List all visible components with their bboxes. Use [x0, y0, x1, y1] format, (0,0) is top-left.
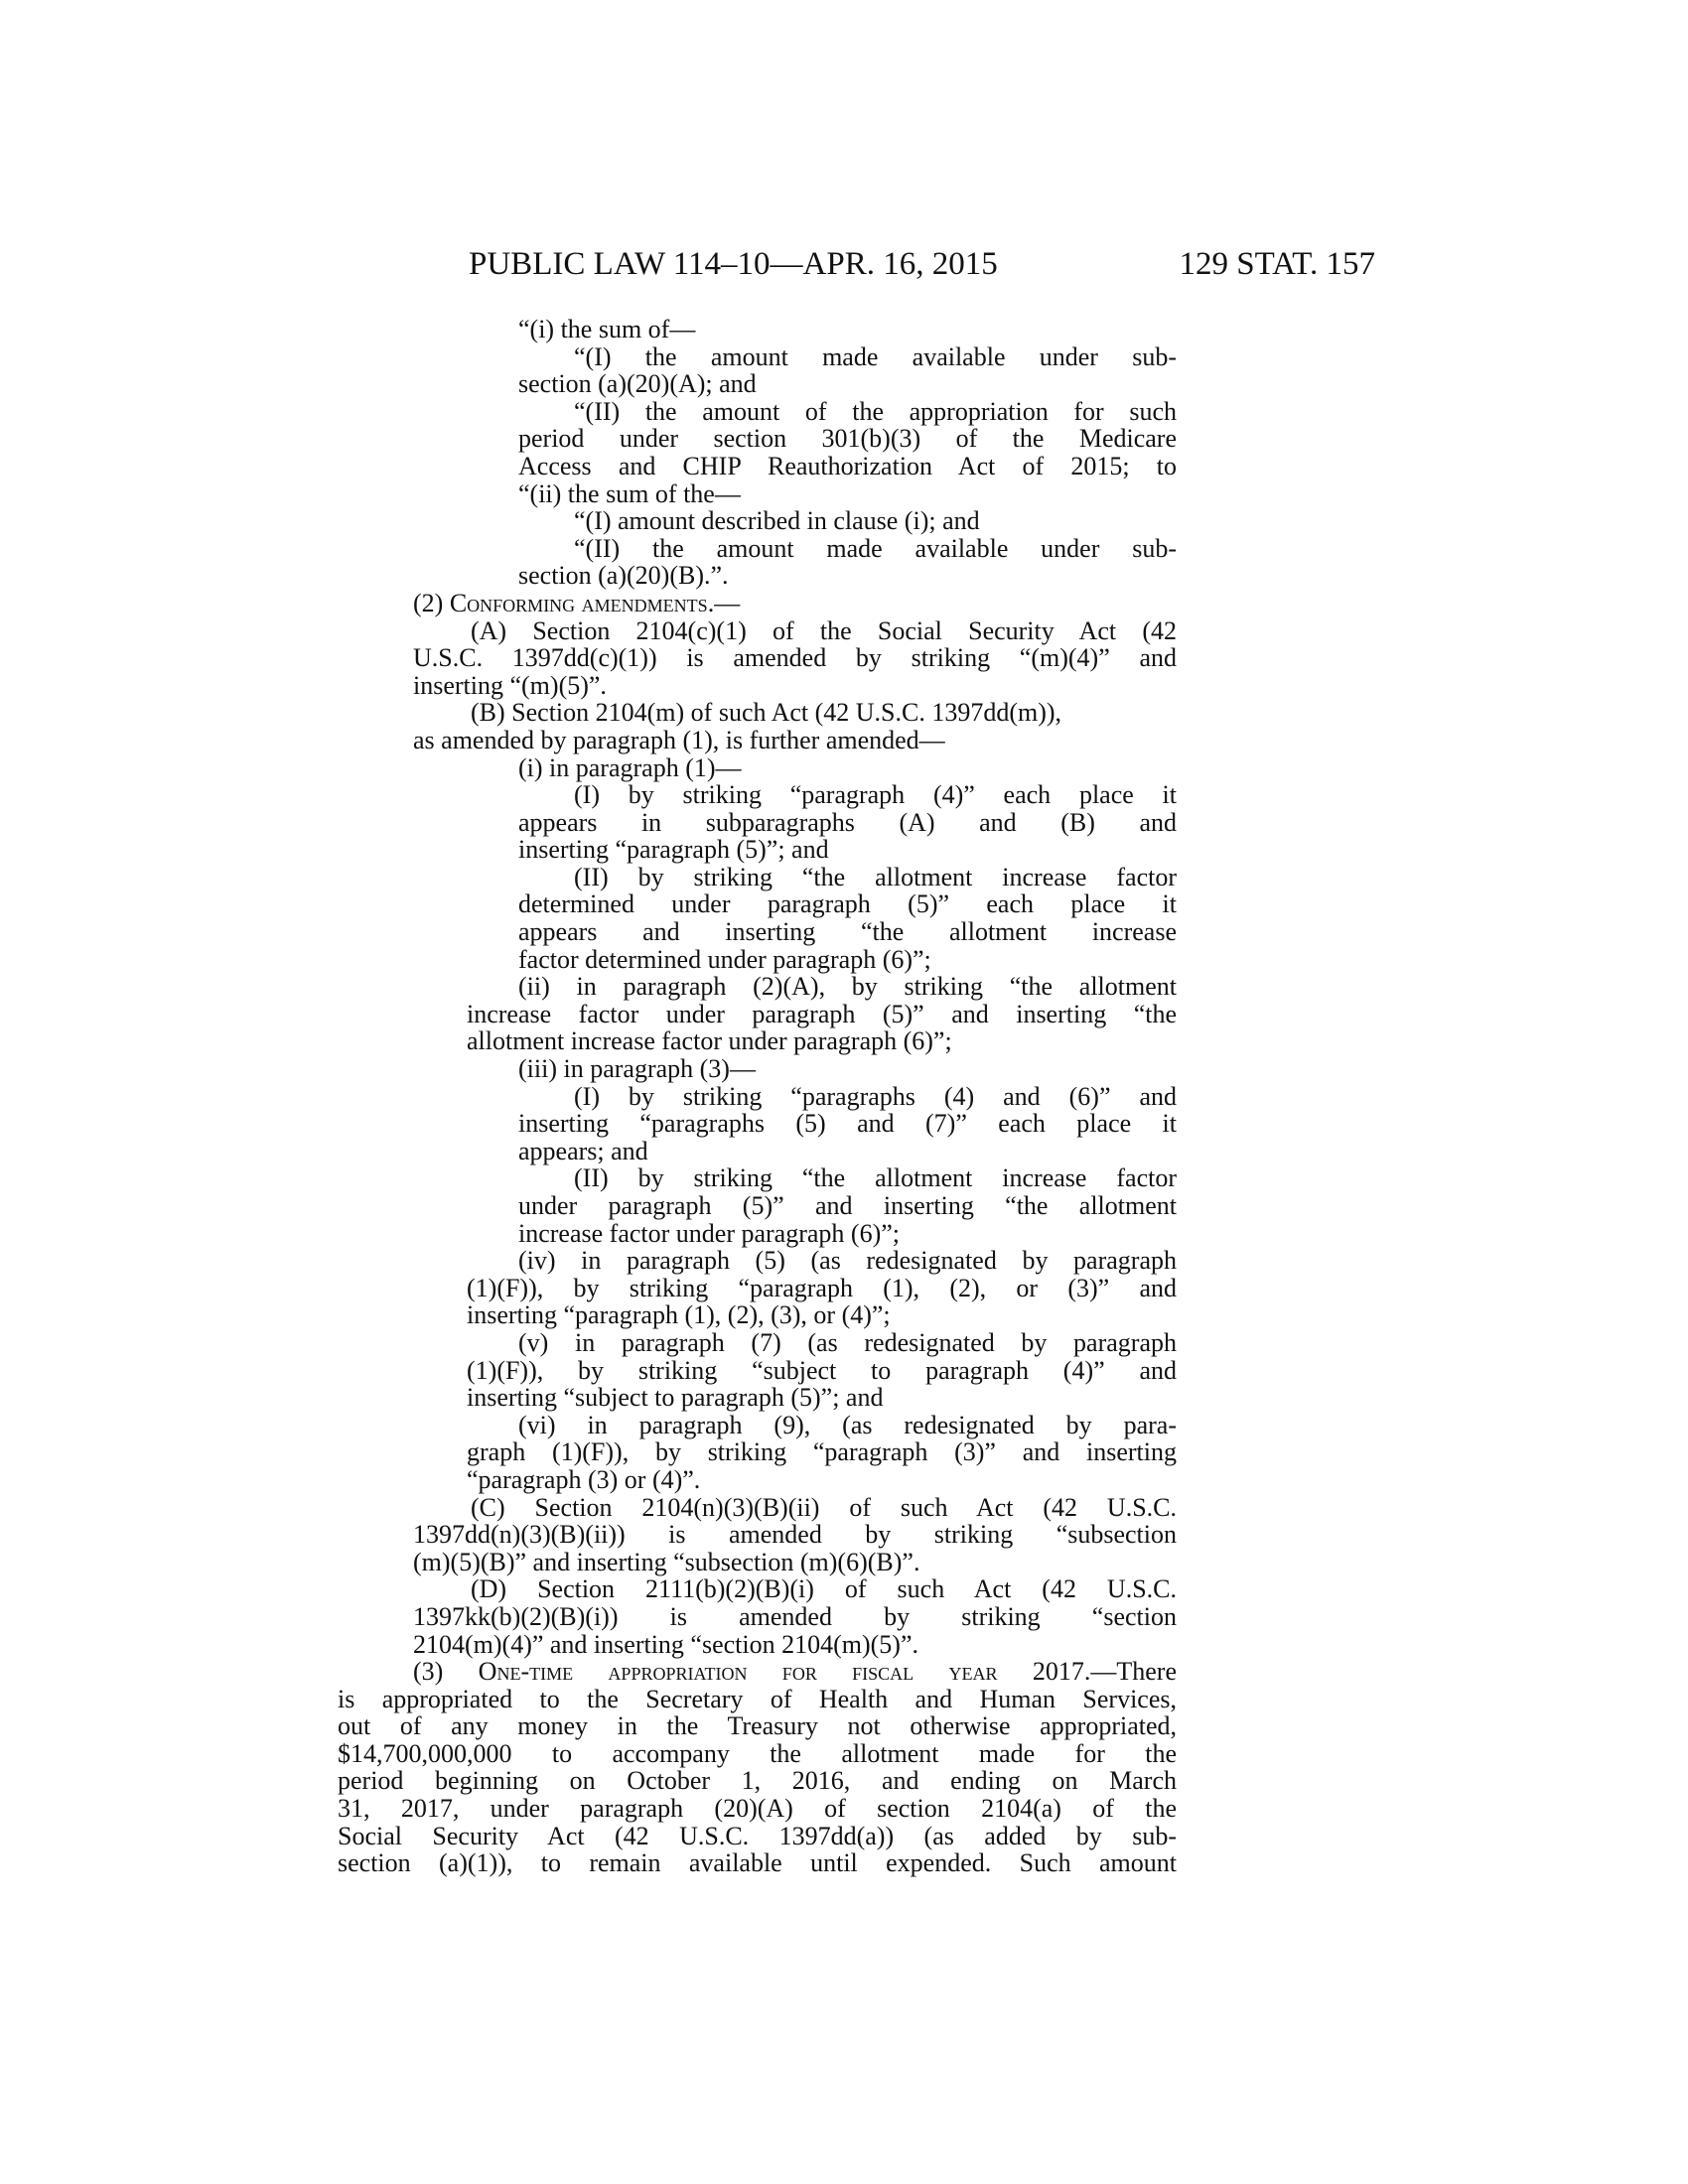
text-line: section (a)(20)(B).”. — [518, 561, 729, 591]
text-line: inserting “subject to paragraph (5)”; and — [467, 1383, 884, 1413]
text-line: “paragraph (3) or (4)”. — [467, 1464, 701, 1494]
text-line: allotment increase factor under paragraph (6)”; — [467, 1026, 952, 1056]
text-line: graph (1)(F)), by striking “paragraph (3)” and inserting — [467, 1437, 1177, 1467]
text-line: (II) by striking “the allotment increase factor — [574, 1163, 1177, 1193]
text-line: increase factor under paragraph (6)”; — [518, 1218, 900, 1248]
page-header — [469, 246, 1375, 290]
text-line: (I) by striking “paragraph (4)” each place it — [574, 780, 1177, 810]
text-line: “(II) the amount of the appropriation for such — [574, 396, 1177, 426]
text-line: (B) Section 2104(m) of such Act (42 U.S.C. 1397dd(m)), — [471, 698, 1062, 728]
text-line: inserting “paragraph (1), (2), (3), or (4)”; — [467, 1300, 891, 1330]
text-line: appears; and — [518, 1136, 648, 1165]
text-line: 31, 2017, under paragraph (20)(A) of section 2104(a) of the — [338, 1794, 1177, 1824]
statute-page-reference: 129 STAT. 157 — [1179, 246, 1375, 282]
text-line: increase factor under paragraph (5)” and inserting “the — [467, 999, 1177, 1028]
text-line: (I) by striking “paragraphs (4) and (6)” and — [574, 1081, 1177, 1111]
text-line: inserting “(m)(5)”. — [413, 670, 607, 700]
section-heading: Conforming amendments — [449, 588, 708, 617]
text-line: (iii) in paragraph (3)— — [518, 1054, 756, 1084]
text-line: Social Security Act (42 U.S.C. 1397dd(a)) (as added by sub- — [338, 1821, 1177, 1850]
text-line: (1)(F)), by striking “paragraph (1), (2), or (3)” and — [467, 1273, 1177, 1302]
text-line: section (a)(20)(A); and — [518, 369, 757, 399]
text-line: “(I) amount described in clause (i); and — [574, 506, 980, 536]
text-line: (D) Section 2111(b)(2)(B)(i) of such Act (42 U.S.C. — [471, 1574, 1177, 1604]
text-segment: (3) — [413, 1657, 479, 1687]
text-line — [413, 1658, 1177, 1686]
text-line: (ii) in paragraph (2)(A), by striking “the allotment — [518, 972, 1177, 1002]
text-line: under paragraph (5)” and inserting “the allotment — [518, 1191, 1177, 1220]
text-line: (II) by striking “the allotment increase factor — [574, 862, 1177, 891]
text-line: (vi) in paragraph (9), (as redesignated by para- — [518, 1410, 1177, 1439]
text-line: (iv) in paragraph (5) (as redesignated by paragraph — [518, 1246, 1177, 1276]
text-line: (A) Section 2104(c)(1) of the Social Security Act (42 — [471, 615, 1177, 645]
text-segment: .—There — [1083, 1657, 1177, 1687]
text-line: (C) Section 2104(n)(3)(B)(ii) of such Act (42 U.S.C. — [471, 1492, 1177, 1522]
text-line: inserting “paragraphs (5) and (7)” each place it — [518, 1109, 1177, 1139]
text-line: (i) in paragraph (1)— — [518, 752, 742, 782]
text-line: (v) in paragraph (7) (as redesignated by paragraph — [518, 1327, 1177, 1357]
text-line: (1)(F)), by striking “subject to paragraph (4)” and — [467, 1355, 1177, 1385]
text-line: appears in subparagraphs (A) and (B) and — [518, 807, 1177, 837]
text-line: “(ii) the sum of the— — [518, 478, 741, 508]
text-line: is appropriated to the Secretary of Health and Human Services, — [338, 1684, 1177, 1713]
text-line: (m)(5)(B)” and inserting “subsection (m)(6)(B)”. — [413, 1547, 920, 1576]
text-line: 1397dd(n)(3)(B)(ii)) is amended by striking “subsection — [413, 1520, 1177, 1550]
statute-text-body — [338, 316, 1177, 1877]
text-line: section (a)(1)), to remain available until expended. Such amount — [338, 1848, 1177, 1878]
text-line: as amended by paragraph (1), is further amended— — [413, 725, 945, 754]
text-segment: (2) — [413, 588, 450, 617]
text-line: inserting “paragraph (5)”; and — [518, 835, 829, 865]
text-line: out of any money in the Treasury not otherwise appropriated, — [338, 1711, 1177, 1741]
text-line: Access and CHIP Reauthorization Act of 2015; to — [518, 451, 1177, 480]
text-line: determined under paragraph (5)” each place it — [518, 889, 1177, 919]
text-segment: .— — [707, 588, 741, 617]
text-line — [413, 590, 1177, 617]
text-line: period under section 301(b)(3) of the Medicare — [518, 424, 1177, 454]
text-line: “(I) the amount made available under sub- — [574, 341, 1177, 371]
text-line: “(II) the amount made available under sub- — [574, 533, 1177, 563]
text-line: factor determined under paragraph (6)”; — [518, 944, 931, 974]
text-line: appears and inserting “the allotment increase — [518, 917, 1177, 947]
text-line: 2104(m)(4)” and inserting “section 2104(m)(5)”. — [413, 1629, 919, 1659]
running-title: PUBLIC LAW 114–10—APR. 16, 2015 — [469, 246, 998, 282]
text-line: $14,700,000,000 to accompany the allotment made for the — [338, 1738, 1177, 1768]
text-line: “(i) the sum of— — [518, 315, 696, 343]
text-line: U.S.C. 1397dd(c)(1)) is amended by striking “(m)(4)” and — [413, 643, 1177, 673]
text-line: 1397kk(b)(2)(B)(i)) is amended by striking “section — [413, 1601, 1177, 1631]
section-heading: One-time appropriation for fiscal year 2017 — [478, 1657, 1084, 1687]
text-line: period beginning on October 1, 2016, and ending on March — [338, 1766, 1177, 1796]
